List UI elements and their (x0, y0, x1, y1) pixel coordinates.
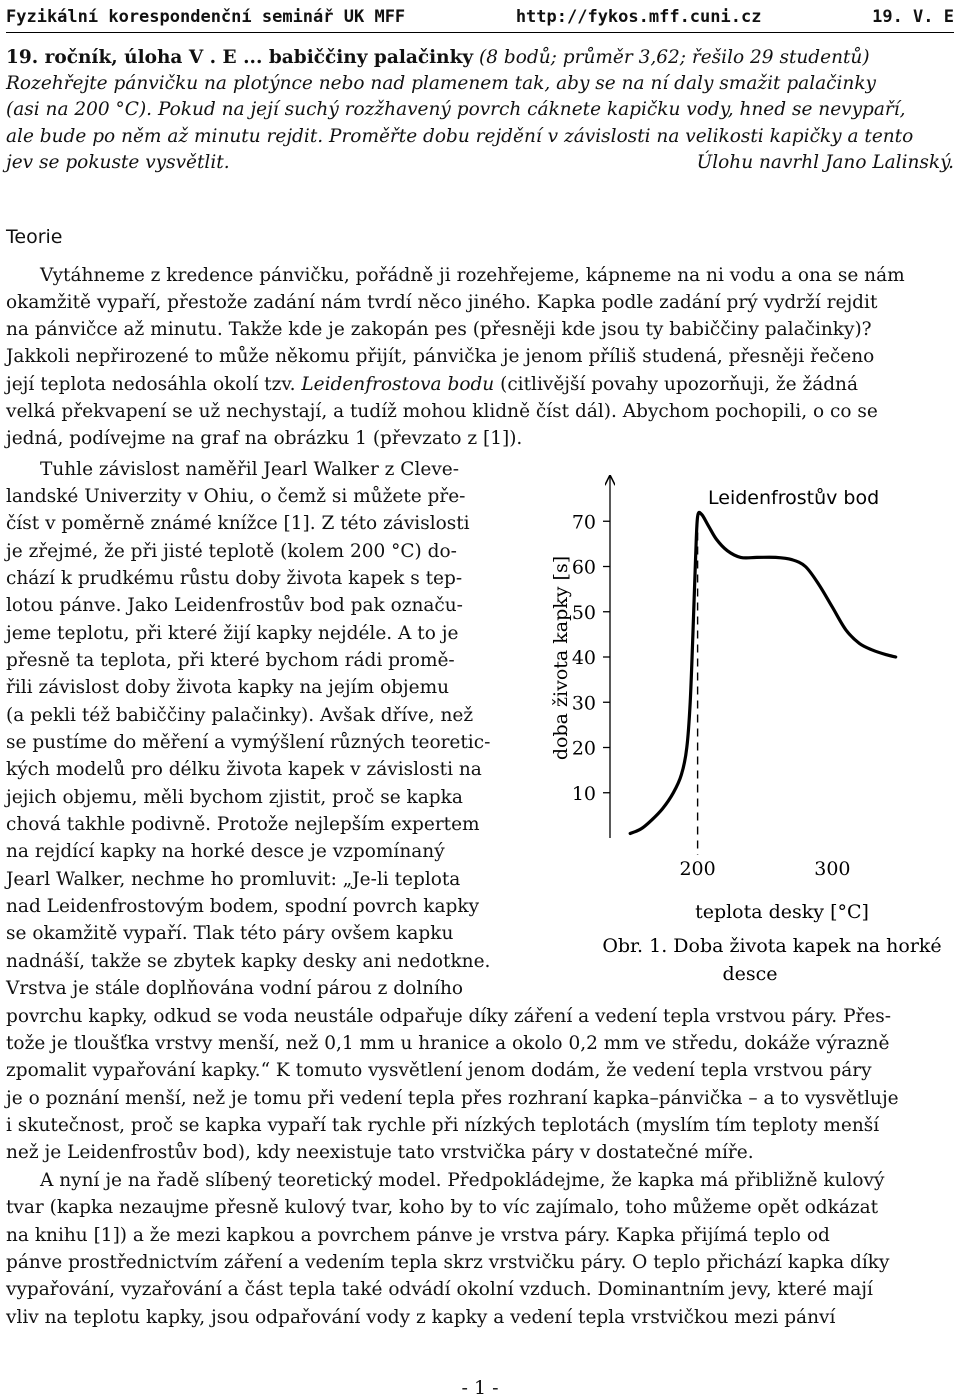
leidenfrost-chart (520, 470, 960, 1000)
series-line (630, 512, 896, 833)
paragraph-line: Vytáhneme z kredence pánvičku, pořádně ji rozehřejeme, kápneme na ni vodu a ona se nám (40, 265, 905, 286)
problem-title-bold: 19. ročník, úloha V . E ... babiččiny palačinky (6, 47, 474, 68)
paragraph-line: na rejdící kapky na horké desce je vzpomínaný (6, 841, 445, 862)
paragraph-line: je zřejmé, že při jisté teplotě (kolem 200 °C) do- (6, 541, 457, 562)
paragraph-line: Tuhle závislost naměřil Jearl Walker z Cleve- (40, 459, 459, 480)
paragraph-line: velká překvapení se už nechystají, a tudíž mohou klidně číst dál). Abychom pochopili, o co se (6, 401, 878, 422)
leidenfrost-term: Leidenfrostova bodu (301, 374, 495, 395)
figure-caption: Obr. 1. Doba života kapek na horké (602, 935, 942, 957)
paragraph-line: landské Univerzity v Ohiu, o čemž si můžete pře- (6, 486, 466, 507)
header-url: http://fykos.mff.cuni.cz (515, 7, 762, 27)
y-tick-label: 40 (571, 647, 596, 669)
problem-line: (asi na 200 °C). Pokud na její suchý rozžhavený povrch cáknete kapičku vody, hned se nevypaří, (6, 99, 906, 120)
paragraph-line: kých modelů pro délku života kapek v závislosti na (6, 759, 482, 780)
y-tick-label: 60 (571, 556, 596, 579)
problem-last-line (6, 150, 954, 176)
y-tick-group (572, 511, 610, 805)
problem-line: Rozehřejte pánvičku na plotýnce nebo nad plamenem tak, aby se na ní daly smažit palačinky (6, 73, 876, 94)
paragraph-line: řili závislost doby života kapky na jejím objemu (6, 677, 450, 698)
paragraph-text: její teplota nedosáhla okolí tzv. (6, 374, 302, 395)
x-tick-group (679, 858, 850, 880)
y-axis-label: doba života kapky [s] (550, 555, 572, 761)
paragraph-line: Vrstva je stále doplňována vodní párou z dolního (6, 978, 464, 999)
figure-caption: desce (722, 963, 778, 985)
paragraph-line: se pustíme do měření a vymýšlení různých teoretic- (6, 732, 491, 753)
paragraph-line (6, 372, 858, 398)
paragraph-line: jedná, podívejme na graf na obrázku 1 (převzato z [1]). (6, 428, 523, 449)
paragraph-line: tvar (kapka nezaujme přesně kulový tvar, koho by to víc zajímalo, toho můžeme opět odkázat (6, 1197, 879, 1218)
problem-title (6, 45, 870, 71)
paragraph-line: okamžitě vypaří, přestože zadání nám tvrdí něco jiného. Kapka podle zadání prý vydrží rejdit (6, 292, 878, 313)
paragraph-line: chová takhle podivně. Protože nejlepším expertem (6, 814, 480, 835)
x-tick-label: 200 (679, 858, 716, 880)
header-seminar: Fyzikální korespondenční seminář UK MFF (6, 7, 406, 27)
paragraph-line: i skutečnost, proč se kapka vypaří tak rychle při nízkých teplotách (myslím tím teploty menší (6, 1115, 880, 1136)
paragraph-line: na pánvičce až minutu. Takže kde je zakopán pes (přesněji kde jsou ty babiččiny palačinky)? (6, 319, 872, 340)
paragraph-line: Jearl Walker, nechme ho promluvit: „Je-li teplota (6, 869, 461, 890)
y-tick-label: 30 (571, 692, 596, 715)
paragraph-line: A nyní je na řadě slíbený teoretický model. Předpokládejme, že kapka má přibližně kulový (40, 1170, 885, 1191)
paragraph-line: lotou pánve. Jako Leidenfrostův bod pak označu- (6, 595, 463, 616)
paragraph-line: povrchu kapky, odkud se voda neustále odpařuje díky záření a vedení tepla vrstvou páry. Přes- (6, 1006, 892, 1027)
page-header (6, 4, 954, 30)
paragraph-line: Jakkoli nepřirozené to může někomu přijít, pánvička je jenom příliš studená, přesněji řečeno (6, 346, 875, 367)
paragraph-line: vypařování, vyzařování a část tepla také odvádí okolní vzduch. Dominantním jevy, které mají (6, 1279, 873, 1300)
y-tick-label: 20 (571, 737, 596, 760)
header-rule (6, 32, 954, 33)
paragraph-line: (a pekli též babiččiny palačinky). Avšak dříve, než (6, 705, 474, 726)
section-heading: Teorie (6, 226, 63, 248)
paragraph-line: pánve prostřednictvím záření a vedením tepla skrz vrstvičku páry. O teplo přichází kapka díky (6, 1252, 890, 1273)
problem-author: Úlohu navrhl Jano Lalinský. (696, 152, 954, 173)
paragraph-line: číst v poměrně známé knížce [1]. Z této závislosti (6, 513, 470, 534)
leidenfrost-annotation: Leidenfrostův bod (708, 487, 880, 509)
paragraph-line: se okamžitě vypaří. Tlak této páry ovšem kapku (6, 923, 454, 944)
y-tick-label: 50 (571, 601, 596, 624)
y-tick-label: 10 (571, 782, 596, 805)
paragraph-line: chází k prudkému růstu doby života kapek s tep- (6, 568, 463, 589)
problem-title-meta: (8 bodů; průměr 3,62; řešilo 29 studentů) (473, 47, 870, 68)
problem-line: ale bude po něm až minutu rejdit. Proměřte dobu rejdění v závislosti na velikosti kapičky a tento (6, 126, 914, 147)
paragraph-line: přesně ta teplota, při které bychom rádi promě- (6, 650, 455, 671)
paragraph-text: (citlivější povahy upozorňuji, že žádná (494, 374, 859, 395)
page-number: - 1 - (461, 1377, 499, 1399)
paragraph-line: zpomalit vypařování kapky.“ K tomuto vysvětlení jenom dodám, že vedení tepla vrstvou páry (6, 1060, 872, 1081)
paragraph-line: je o poznání menší, než je tomu při vedení tepla přes rozhraní kapka–pánvička – a to vysvětluje (6, 1088, 899, 1109)
paragraph-line: než je Leidenfrostův bod), kdy neexistuje tato vrstvička páry v dostatečné míře. (6, 1142, 754, 1163)
y-tick-label: 70 (571, 511, 596, 534)
paragraph-line: jejich objemu, měli bychom zjistit, proč se kapka (6, 787, 463, 808)
x-tick-label: 300 (814, 858, 851, 880)
paragraph-line: nad Leidenfrostovým bodem, spodní povrch kapky (6, 896, 480, 917)
paragraph-line: vliv na teplotu kapky, jsou odpařování vody z kapky a vedení tepla vrstvičkou mezi pánví (6, 1307, 836, 1328)
x-axis-label: teplota desky [°C] (695, 901, 869, 923)
paragraph-line: nadnáší, takže se zbytek kapky desky ani nedotkne. (6, 951, 491, 972)
paragraph-line: tože je tloušťka vrstvy menší, než 0,1 mm u hranice a okolo 0,2 mm ve středu, dokáže výrazně (6, 1033, 890, 1054)
paragraph-line: jeme teplotu, při které žijí kapky nejdéle. A to je (6, 623, 459, 644)
header-problem-id: 19. V. E (872, 7, 954, 27)
paragraph-line: na knihu [1]) a že mezi kapkou a povrchem pánve je vrstva páry. Kapka přijímá teplo od (6, 1225, 830, 1246)
problem-text: jev se pokuste vysvětlit. (6, 152, 230, 173)
